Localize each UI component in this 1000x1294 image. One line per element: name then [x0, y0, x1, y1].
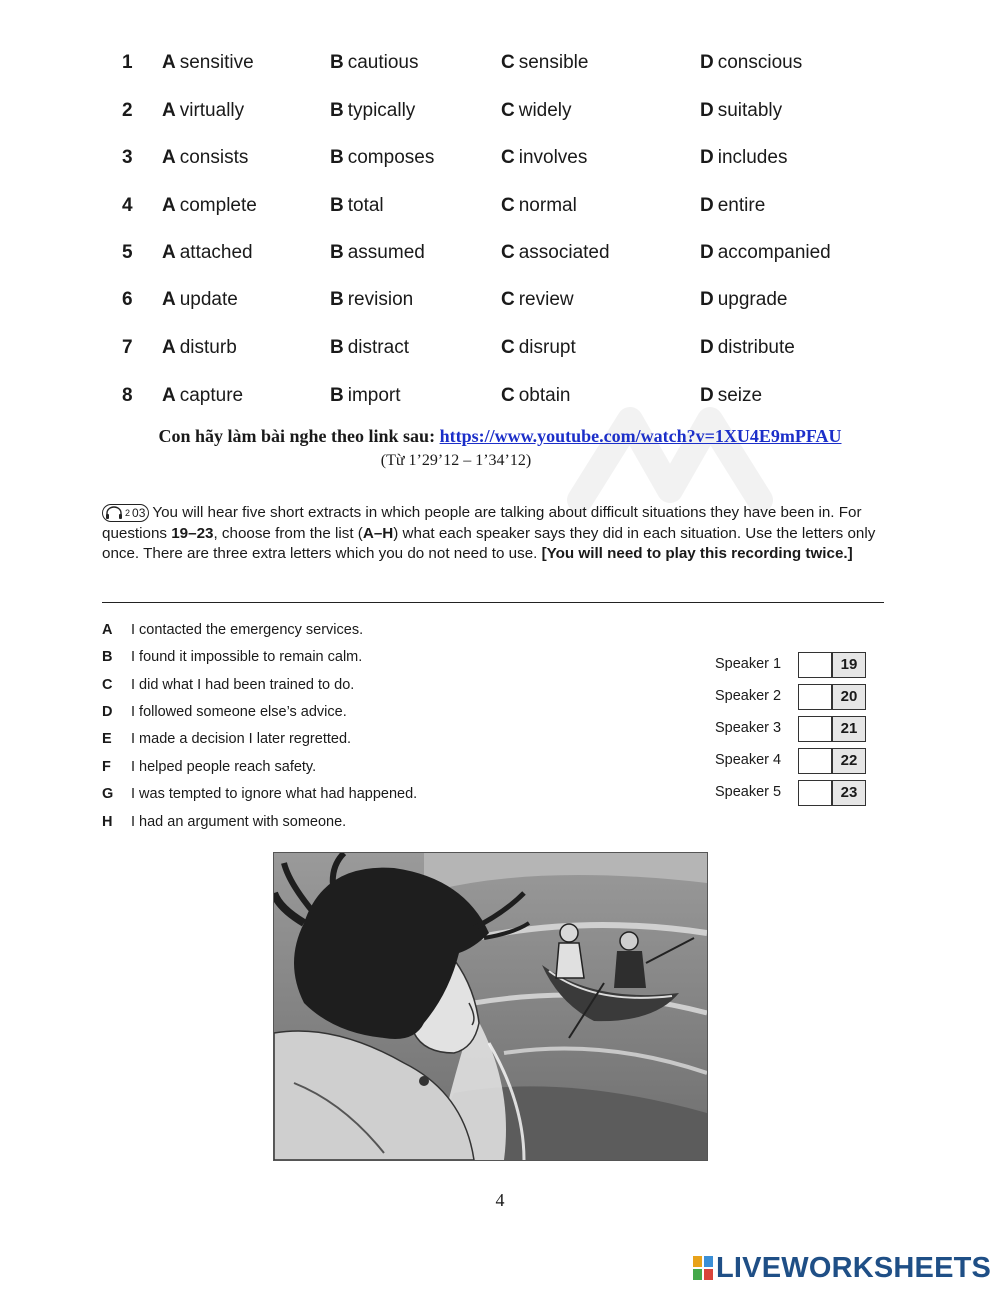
speaker-row — [715, 716, 875, 742]
headphones-icon — [105, 506, 123, 520]
option-d[interactable]: D upgrade — [700, 289, 788, 310]
instructions-text-3: ) what each speaker says they did in each situation. Use the letters only once. There are three extra letters which you do not need to use. — [102, 524, 876, 562]
question-number: 7 — [122, 337, 133, 358]
question-number-box: 21 — [832, 716, 866, 742]
option-b[interactable]: B assumed — [330, 242, 425, 263]
liveworksheets-logo-icon — [692, 1254, 714, 1282]
question-number-box: 20 — [832, 684, 866, 710]
option-a[interactable]: A virtually — [162, 100, 245, 121]
option-b[interactable]: B total — [330, 195, 384, 216]
question-row — [0, 285, 1000, 315]
question-number-box: 22 — [832, 748, 866, 774]
audio-track-number: 03 — [132, 505, 146, 520]
speaker-label: Speaker 4 — [715, 752, 782, 768]
speaker-row — [715, 748, 875, 774]
play-twice-note: [You will need to play this recording twice.] — [541, 545, 853, 562]
question-number-box: 23 — [832, 780, 866, 806]
page-number: 4 — [495, 1190, 505, 1210]
option-b[interactable]: B revision — [330, 289, 414, 310]
option-c[interactable]: C disrupt — [501, 337, 576, 358]
question-number: 8 — [122, 385, 133, 406]
question-number: 5 — [122, 242, 133, 263]
option-c[interactable]: C review — [501, 289, 574, 310]
answer-box-speaker-1[interactable] — [798, 652, 832, 678]
liveworksheets-brand — [692, 1251, 991, 1285]
option-d[interactable]: D distribute — [700, 337, 795, 358]
letter-range: A–H — [362, 524, 394, 542]
option-b[interactable]: B typically — [330, 100, 416, 121]
option-a[interactable]: A sensitive — [162, 52, 254, 73]
option-a[interactable]: A consists — [162, 147, 249, 168]
answer-box-speaker-2[interactable] — [798, 684, 832, 710]
question-range: 19–23 — [171, 524, 214, 542]
youtube-link[interactable]: https://www.youtube.com/watch?v=1XU4E9mPFAU — [439, 426, 842, 446]
option-a[interactable]: A complete — [162, 195, 257, 216]
question-row — [0, 381, 1000, 411]
stormy-sea-illustration — [273, 852, 708, 1161]
divider — [102, 602, 884, 603]
question-number: 4 — [122, 195, 133, 216]
option-d[interactable]: D seize — [700, 385, 763, 406]
option-b[interactable]: B composes — [330, 147, 435, 168]
audio-cd-number: 2 — [125, 507, 131, 518]
question-row — [0, 96, 1000, 126]
question-row — [0, 48, 1000, 78]
speaker-label: Speaker 1 — [715, 656, 782, 672]
speaker-row — [715, 652, 875, 678]
speaker-label: Speaker 3 — [715, 720, 782, 736]
question-row — [0, 143, 1000, 173]
speaker-row — [715, 684, 875, 710]
option-d[interactable]: D includes — [700, 147, 788, 168]
time-range: (Từ 1’29’12 – 1’34’12) — [380, 452, 532, 469]
answer-box-speaker-3[interactable] — [798, 716, 832, 742]
question-number-box: 19 — [832, 652, 866, 678]
option-c[interactable]: C normal — [501, 195, 577, 216]
option-a[interactable]: A disturb — [162, 337, 237, 358]
option-b[interactable]: B distract — [330, 337, 409, 358]
speaker-label: Speaker 5 — [715, 784, 782, 800]
answer-box-speaker-4[interactable] — [798, 748, 832, 774]
brand-name: LIVEWORKSHEETS — [716, 1251, 992, 1284]
question-number: 2 — [122, 100, 133, 121]
option-b[interactable]: B cautious — [330, 52, 419, 73]
option-c[interactable]: C obtain — [501, 385, 571, 406]
question-row — [0, 191, 1000, 221]
listening-link-line — [0, 426, 1000, 447]
option-b[interactable]: B import — [330, 385, 401, 406]
option-a[interactable]: A update — [162, 289, 238, 310]
option-c[interactable]: C associated — [501, 242, 610, 263]
audio-track-badge — [102, 504, 149, 522]
speaker-label: Speaker 2 — [715, 688, 782, 704]
option-c[interactable]: C widely — [501, 100, 572, 121]
instructions-text-1: You will hear five short extracts in which people are talking about difficult situations they have been in. For questions — [102, 504, 862, 542]
question-number: 3 — [122, 147, 133, 168]
listening-instructions — [102, 503, 892, 565]
question-number: 6 — [122, 289, 133, 310]
question-number: 1 — [122, 52, 133, 73]
option-c[interactable]: C sensible — [501, 52, 589, 73]
option-a[interactable]: A attached — [162, 242, 253, 263]
speaker-row — [715, 780, 875, 806]
question-row — [0, 238, 1000, 268]
option-d[interactable]: D conscious — [700, 52, 803, 73]
listening-prompt: Con hãy làm bài nghe theo link sau: — [158, 426, 436, 446]
question-row — [0, 333, 1000, 363]
instructions-text-2: , choose from the list ( — [213, 524, 363, 542]
option-d[interactable]: D suitably — [700, 100, 783, 121]
answer-box-speaker-5[interactable] — [798, 780, 832, 806]
option-d[interactable]: D accompanied — [700, 242, 831, 263]
option-c[interactable]: C involves — [501, 147, 588, 168]
option-d[interactable]: D entire — [700, 195, 766, 216]
option-a[interactable]: A capture — [162, 385, 244, 406]
